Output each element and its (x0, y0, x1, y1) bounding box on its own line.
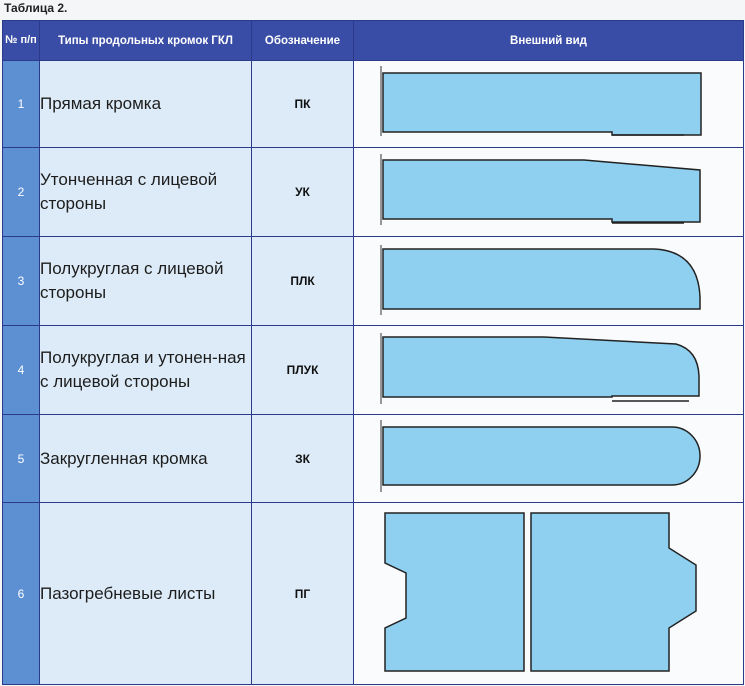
row-number: 6 (3, 503, 40, 685)
edge-types-table (2, 20, 744, 685)
header-row (3, 21, 744, 61)
header-type: Типы продольных кромок ГКЛ (40, 21, 252, 61)
edge-view (354, 503, 744, 685)
edge-view (354, 61, 744, 148)
table-row (3, 148, 744, 237)
semicircular-thinned-edge-icon (354, 326, 744, 415)
table-row (3, 503, 744, 685)
edge-type: Прямая кромка (40, 61, 252, 148)
rounded-edge-icon (354, 415, 744, 503)
edge-view (354, 415, 744, 503)
row-number: 1 (3, 61, 40, 148)
table-row (3, 61, 744, 148)
edge-code: УК (252, 148, 354, 237)
edge-code: ПЛУК (252, 326, 354, 415)
table-row (3, 326, 744, 415)
edge-code: ПЛК (252, 237, 354, 326)
edge-code: ЗК (252, 415, 354, 503)
edge-type: Утонченная с лицевой стороны (40, 148, 252, 237)
tongue-groove-sheets-icon (354, 503, 744, 685)
edge-type: Пазогребневые листы (40, 503, 252, 685)
row-number: 3 (3, 237, 40, 326)
edge-type: Полукруглая и утонен-ная с лицевой стороны (40, 326, 252, 415)
edge-code: ПГ (252, 503, 354, 685)
straight-edge-icon (354, 61, 744, 148)
edge-view (354, 148, 744, 237)
edge-view (354, 326, 744, 415)
thinned-edge-icon (354, 148, 744, 237)
header-number: № п/п (3, 21, 40, 61)
header-view: Внешний вид (354, 21, 744, 61)
edge-code: ПК (252, 61, 354, 148)
edge-view (354, 237, 744, 326)
edge-type: Полукруглая с лицевой стороны (40, 237, 252, 326)
semicircular-edge-icon (354, 237, 744, 326)
table-row (3, 415, 744, 503)
row-number: 5 (3, 415, 40, 503)
table-caption: Таблица 2. (4, 1, 68, 15)
edge-type: Закругленная кромка (40, 415, 252, 503)
table-row (3, 237, 744, 326)
row-number: 4 (3, 326, 40, 415)
header-code: Обозначение (252, 21, 354, 61)
row-number: 2 (3, 148, 40, 237)
